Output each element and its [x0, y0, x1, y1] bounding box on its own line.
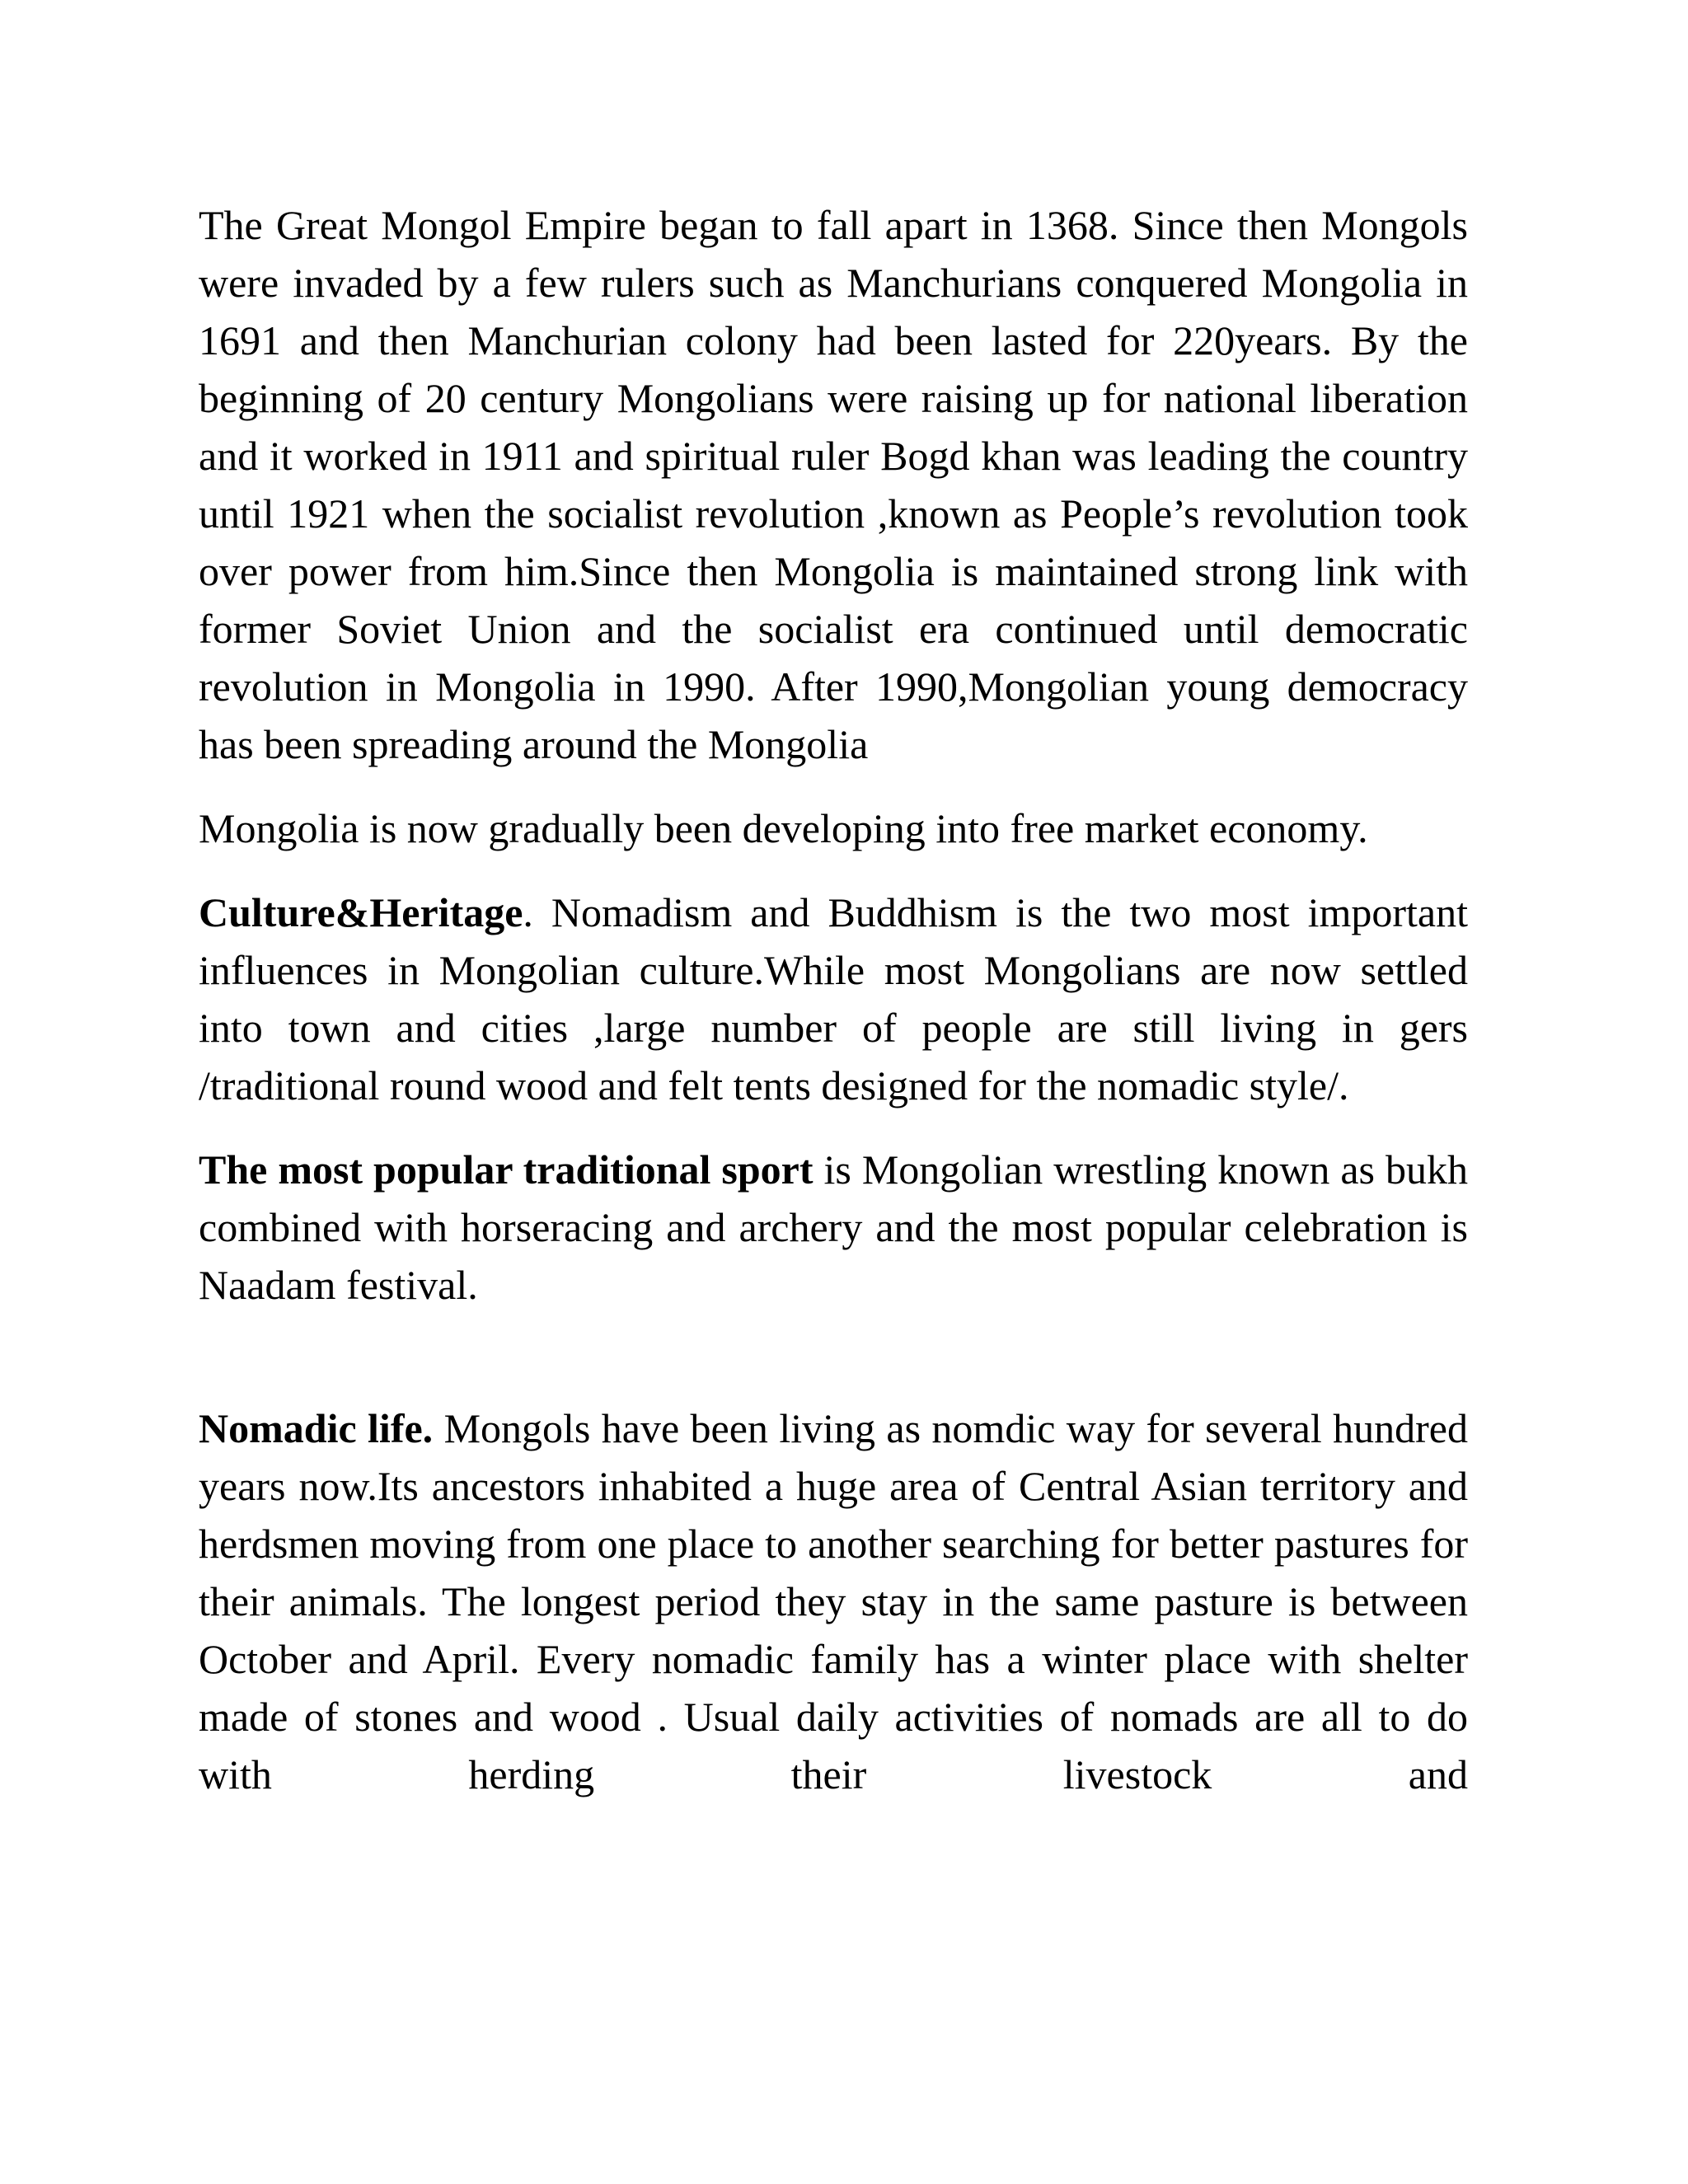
- culture-text: . Nomadism and Buddhism is the two most important influences in Mongolian culture.While most Mongolians are now settled into town and cities ,large number of people are still living in gers /traditional round wood and felt tents designed for the nomadic style/.: [199, 889, 1468, 1108]
- document-body: [199, 196, 1468, 1830]
- culture-heading: Culture&Heritage: [199, 889, 523, 935]
- history-paragraph: The Great Mongol Empire began to fall apart in 1368. Since then Mongols were invaded by a few rulers such as Manchurians conquered Mongolia in 1691 and then Manchurian colony had been lasted for 220years. By the beginning of 20 century Mongolians were raising up for national liberation and it worked in 1911 and spiritual ruler Bogd khan was leading the country until 1921 when the socialist revolution ,known as People’s revolution took over power from him.Since then Mongolia is maintained strong link with former Soviet Union and the socialist era continued until democratic revolution in Mongolia in 1990. After 1990,Mongolian young democracy has been spreading around the Mongolia: [199, 202, 1468, 767]
- nomadic-heading: Nomadic life.: [199, 1405, 434, 1451]
- nomadic-paragraph: [199, 1399, 1468, 1803]
- culture-paragraph: [199, 883, 1468, 1114]
- sport-text: is Mongolian wrestling known as bukh combined with horseracing and archery and the most popular celebration is Naadam festival.: [199, 1146, 1468, 1308]
- nomadic-text: Mongols have been living as nomdic way for several hundred years now.Its ancestors inhabited a huge area of Central Asian territory and herdsmen moving from one place to another searching for better pastures for their animals. The longest period they stay in the same pasture is between October and April. Every nomadic family has a winter place with shelter made of stones and wood . Usual daily activities of nomads are all to do with herding their livestock and: [199, 1405, 1468, 1797]
- sport-heading: The most popular traditional sport: [199, 1146, 814, 1193]
- sport-paragraph: [199, 1141, 1468, 1314]
- economy-paragraph: Mongolia is now gradually been developing into free market economy.: [199, 805, 1368, 851]
- paragraph-spacer: [199, 1340, 1468, 1399]
